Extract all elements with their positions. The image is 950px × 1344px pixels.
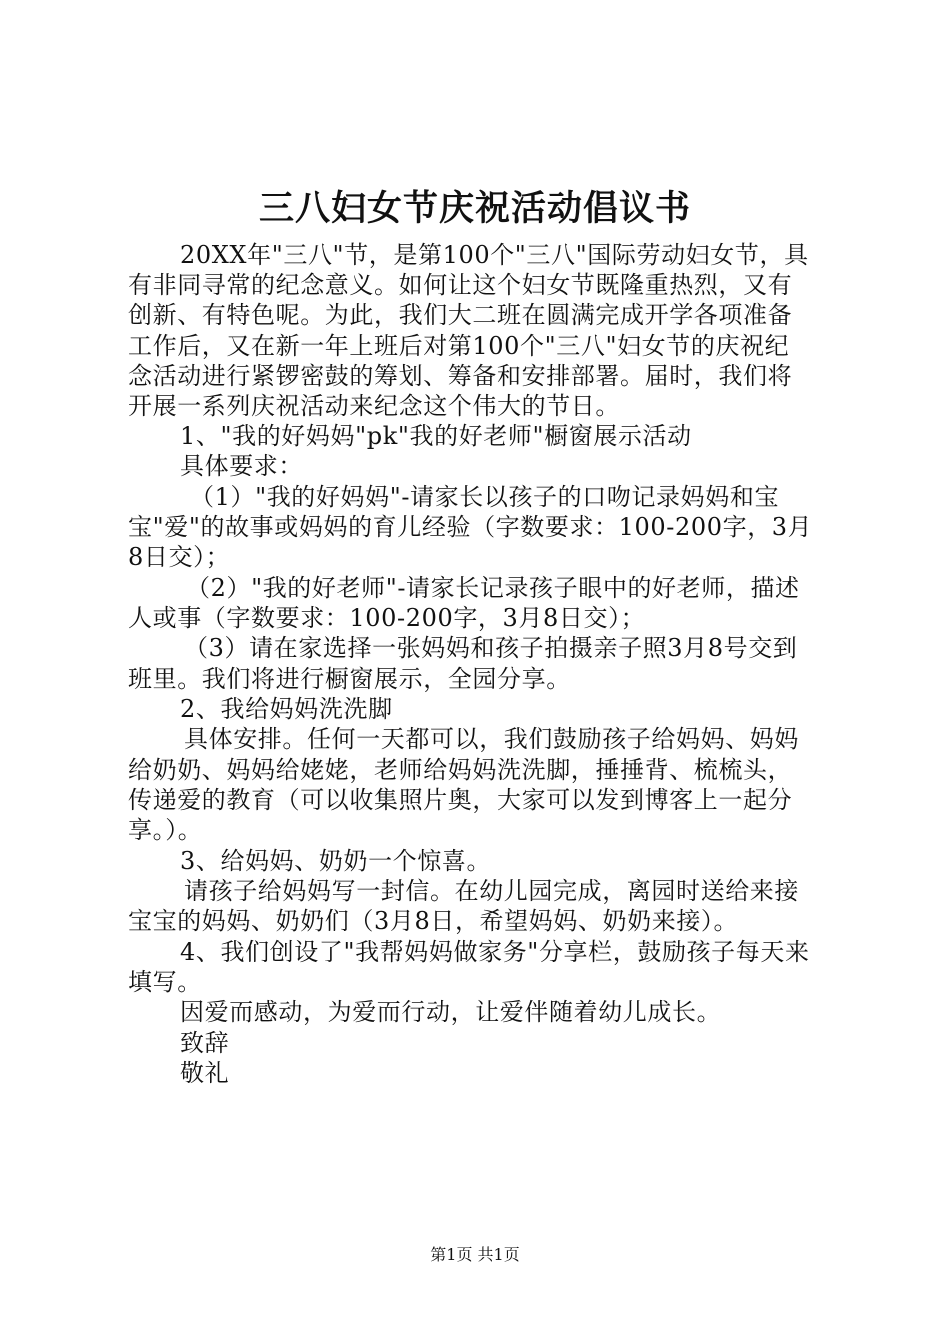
body-line: 有非同寻常的纪念意义。如何让这个妇女节既隆重热烈，又有 (128, 271, 793, 299)
body-line: 宝"爱"的故事或妈妈的育儿经验（字数要求：100-200字，3月 (128, 513, 813, 541)
body-line: 班里。我们将进行橱窗展示，全园分享。 (128, 665, 571, 693)
section-heading-3: 3、给妈妈、奶奶一个惊喜。 (180, 847, 492, 875)
body-line: 请孩子给妈妈写一封信。在幼儿园完成，离园时送给来接 (184, 877, 799, 905)
section-heading-1: 1、"我的好妈妈"pk"我的好老师"橱窗展示活动 (180, 422, 692, 450)
page-footer: 第1页 共1页 (430, 1245, 520, 1264)
body-line: 享。）。 (128, 816, 203, 844)
body-line: （3）请在家选择一张妈妈和孩子拍摄亲子照3月8号交到 (184, 634, 798, 662)
closing-regards: 敬礼 (180, 1059, 230, 1087)
body-line: 传递爱的教育（可以收集照片奥，大家可以发到博客上一起分 (128, 786, 793, 814)
body-line: 具体安排。任何一天都可以，我们鼓励孩子给妈妈、妈妈 (184, 725, 799, 753)
body-line: 人或事（字数要求：100-200字，3月8日交）； (128, 604, 646, 632)
closing-line: 因爱而感动，为爱而行动，让爱伴随着幼儿成长。 (180, 998, 722, 1026)
body-line: 8日交）； (128, 543, 231, 571)
requirements-label: 具体要求： (180, 452, 303, 480)
body-line: 20XX年"三八"节，是第100个"三八"国际劳动妇女节，具 (180, 241, 809, 269)
section-heading-4: 4、我们创设了"我帮妈妈做家务"分享栏，鼓励孩子每天来 (180, 938, 810, 966)
body-line: 创新、有特色呢。为此，我们大二班在圆满完成开学各项准备 (128, 301, 793, 329)
body-line: （2）"我的好老师"-请家长记录孩子眼中的好老师，描述 (186, 574, 800, 602)
section-heading-2: 2、我给妈妈洗洗脚 (180, 695, 393, 723)
body-line: 念活动进行紧锣密鼓的筹划、筹备和安排部署。届时，我们将 (128, 362, 793, 390)
body-line: （1）"我的好妈妈"-请家长以孩子的口吻记录妈妈和宝 (190, 483, 780, 511)
body-line: 工作后，又在新一年上班后对第100个"三八"妇女节的庆祝纪 (128, 332, 790, 360)
body-line: 宝宝的妈妈、奶奶们（3月8日，希望妈妈、奶奶来接）。 (128, 907, 739, 935)
body-line: 开展一系列庆祝活动来纪念这个伟大的节日。 (128, 392, 620, 420)
document-title: 三八妇女节庆祝活动倡议书 (258, 188, 691, 229)
closing-salutation: 致辞 (180, 1029, 230, 1057)
body-line: 填写。 (128, 968, 202, 996)
body-line: 给奶奶、妈妈给姥姥，老师给妈妈洗洗脚，捶捶背、梳梳头， (128, 756, 793, 784)
